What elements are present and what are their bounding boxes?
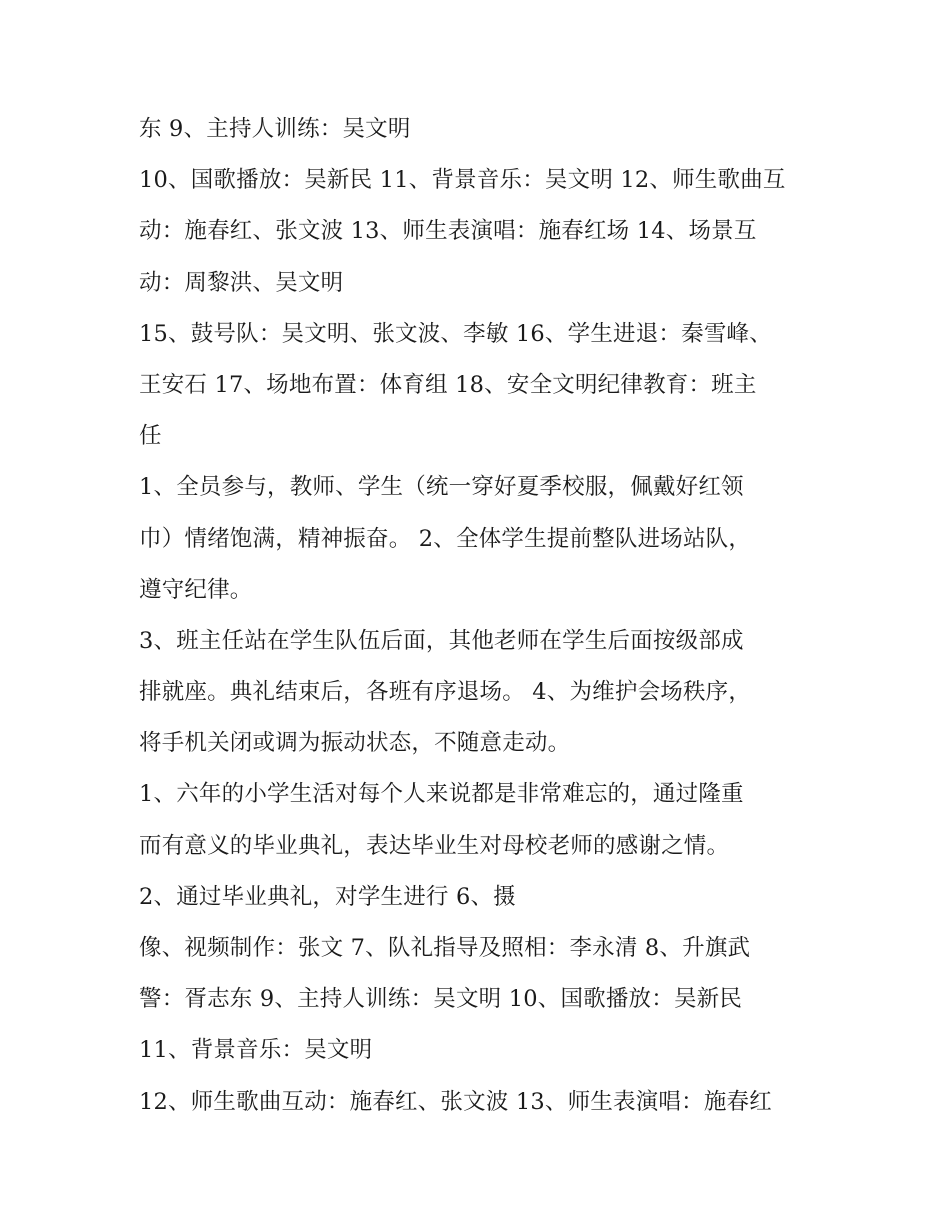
text-line-3: 动：施春红、张文波 13、师生表演唱：施春红场 14、场景互 — [139, 218, 757, 245]
text-line-14: 1、六年的小学生活对每个人来说都是非常难忘的，通过隆重 — [139, 781, 744, 808]
text-line-5: 15、鼓号队：吴文明、张文波、李敏 16、学生进退：秦雪峰、 — [139, 320, 772, 347]
text-line-6: 王安石 17、场地布置：体育组 18、安全文明纪律教育：班主 — [139, 371, 757, 398]
text-line-17: 像、视频制作：张文 7、队礼指导及照相：李永清 8、升旗武 — [139, 935, 751, 961]
text-line-7: 任 — [139, 423, 162, 450]
text-line-15: 而有意义的毕业典礼，表达毕业生对母校老师的感谢之情。 — [139, 832, 730, 859]
text-line-18: 警：胥志东 9、主持人训练：吴文明 10、国歌播放：吴新民 — [139, 986, 743, 1013]
text-line-1: 东 9、主持人训练：吴文明 — [139, 116, 411, 142]
text-line-2: 10、国歌播放：吴新民 11、背景音乐：吴文明 12、师生歌曲互 — [139, 167, 786, 194]
text-line-4: 动：周黎洪、吴文明 — [139, 269, 344, 296]
text-line-19: 11、背景音乐：吴文明 — [139, 1037, 373, 1064]
text-line-8: 1、全员参与，教师、学生（统一穿好夏季校服，佩戴好红领 — [139, 474, 744, 501]
text-line-13: 将手机关闭或调为振动状态，不随意走动。 — [139, 730, 571, 757]
document-body — [139, 104, 819, 1128]
text-line-16: 2、通过毕业典礼，对学生进行 6、摄 — [139, 883, 516, 910]
text-line-10: 遵守纪律。 — [139, 576, 253, 603]
text-line-20: 12、师生歌曲互动：施春红、张文波 13、师生表演唱：施春红 — [139, 1088, 772, 1115]
text-line-9: 巾）情绪饱满，精神振奋。 2、全体学生提前整队进场站队， — [139, 525, 752, 552]
text-line-11: 3、班主任站在学生队伍后面，其他老师在学生后面按级部成 — [139, 627, 744, 654]
text-line-12: 排就座。典礼结束后，各班有序退场。 4、为维护会场秩序， — [139, 679, 752, 706]
